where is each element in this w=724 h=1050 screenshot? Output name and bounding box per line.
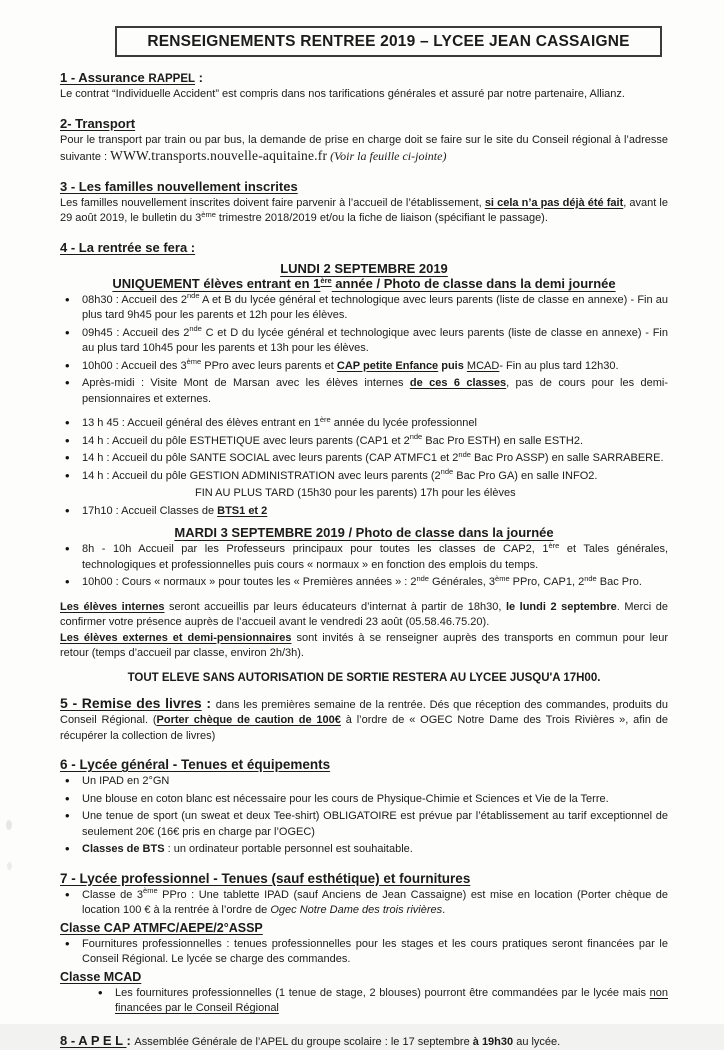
text-run: . Merci de confirmer votre présence auprès de l’accueil avant le vendredi 23 août (05.58.46.75.20).	[60, 601, 668, 629]
monday-subheading	[60, 276, 668, 291]
text-run: PPro avec leurs parents et	[201, 360, 337, 372]
tuesday-heading	[60, 525, 668, 540]
section-3-heading	[60, 179, 668, 194]
text-run: Après-midi : Visite Mont de Marsan avec les élèves internes	[82, 377, 410, 389]
superscript: nde	[189, 324, 202, 333]
class-mcad-subheading	[60, 970, 668, 984]
text-run: Classe de 3	[82, 889, 143, 901]
text-run: 08h30 : Accueil des 2	[82, 294, 187, 306]
text-run: 14 h : Accueil du pôle ESTHETIQUE avec leurs parents (CAP1 et 2	[82, 435, 410, 447]
list-item	[60, 359, 668, 375]
fin-au-plus-tard-line: FIN AU PLUS TARD (15h30 pour les parents) 17h pour les élèves	[195, 486, 668, 502]
emphasis-run: CAP petite Enfance	[337, 360, 438, 372]
text-run: Fournitures professionnelles : tenues professionnelles pour les stages et les cours pratiques seront financées par le Conseil Régional. Le lycée se charge des commandes.	[82, 938, 668, 966]
emphasis-run: Les élèves internes	[60, 601, 164, 613]
text-run: Bac Pro GA) en salle INFO2.	[453, 470, 597, 482]
text-run: Les fournitures professionnelles (1 tenue de stage, 2 blouses) pourront être commandées par le lycée mais	[115, 987, 650, 999]
text-run: année / Photo de classe dans la demi journée	[332, 276, 616, 291]
text-run: 13 h 45 : Accueil général des élèves entrant en 1	[82, 417, 320, 429]
text-run: Pour le transport par train ou par bus, la demande de prise en charge doit se faire sur le site du Conseil régional à l’adresse suivante :	[60, 134, 668, 164]
heading-text: Classe CAP ATMFC/AEPE/2°ASSP	[60, 921, 263, 935]
emphasis-run: Porter chèque de caution de 100€	[157, 714, 341, 726]
text-run: Une blouse en coton blanc est nécessaire pour les cours de Physique-Chimie et Sciences et Vie de la Terre.	[82, 793, 609, 805]
heading-text: LUNDI 2 SEPTEMBRE 2019	[280, 261, 448, 276]
emphasis-run: de ces 6 classes	[410, 377, 506, 389]
text-run: au lycée.	[513, 1036, 560, 1048]
heading-rappel: RAPPEL	[148, 73, 195, 85]
text-run: , pas de cours pour les demi-pensionnaires et externes.	[82, 377, 668, 405]
heading-colon: :	[126, 1033, 134, 1048]
text-run: C et D du lycée général et technologique avec leurs parents (liste de classe en annexe) - Fin au plus tard 10h45 pour les parents et 13h pour les élèves.	[82, 327, 668, 355]
text-run: Générales, 3	[429, 576, 495, 588]
superscript: ère	[320, 276, 331, 285]
transport-url: WWW.transports.nouvelle-aquitaine.fr	[110, 148, 327, 163]
emphasis-run: Les élèves externes et demi-pensionnaires	[60, 632, 291, 644]
tuesday-list	[60, 542, 668, 591]
text-run: Un IPAD en 2°GN	[82, 775, 169, 787]
heading-text: Classe MCAD	[60, 970, 141, 984]
text-run: 14 h : Accueil du pôle SANTE SOCIAL avec leurs parents (CAP ATMFC1 et 2	[82, 452, 458, 464]
bold-run: à 19h30	[473, 1036, 513, 1048]
text-run: Bac Pro ESTH) en salle ESTH2.	[422, 435, 583, 447]
document-title-box	[115, 26, 662, 57]
list-item	[60, 469, 668, 485]
heading-text: 4 - La rentrée se fera :	[60, 240, 195, 255]
superscript: ème	[143, 886, 158, 895]
section-1-body: Le contrat “Individuelle Accident” est compris dans nos tarifications générales et assuré par notre partenaire, Allianz.	[60, 87, 668, 103]
superscript: ème	[201, 210, 216, 219]
bold-run: Classes de BTS	[82, 843, 165, 855]
superscript: ème	[187, 357, 202, 366]
section-7-list-1	[60, 888, 668, 919]
text-run: et Tales générales, technologiques et professionnelles puis cours « normaux » en fonction des emplois du temps.	[82, 543, 668, 571]
underline-run: non financées par le Conseil Régional	[115, 987, 668, 1015]
attachment-note: (Voir la feuille ci-jointe)	[327, 149, 446, 163]
superscript: nde	[416, 574, 429, 583]
section-3-body	[60, 196, 668, 227]
boarders-paragraph	[60, 600, 668, 631]
text-run: Bac Pro.	[597, 576, 642, 588]
text-run: - Fin au plus tard 12h30.	[499, 360, 618, 372]
monday-afternoon-list	[60, 416, 668, 484]
superscript: nde	[410, 432, 423, 441]
emphasis-run: si cela n’a pas déjà été fait	[485, 197, 623, 209]
list-item	[60, 326, 668, 357]
list-item	[60, 937, 668, 968]
section-7-list-2	[60, 937, 668, 968]
list-item	[60, 888, 668, 919]
day-students-paragraph	[60, 631, 668, 662]
section-7-list-3	[60, 986, 668, 1017]
text-run: Assemblée Générale de l’APEL du groupe scolaire : le 17 septembre	[134, 1036, 472, 1048]
text-run: seront accueillis par leurs éducateurs d’internat à partir de 18h30,	[164, 601, 506, 613]
underline-run: MCAD	[467, 360, 499, 372]
section-4-heading	[60, 240, 668, 255]
list-item	[60, 451, 668, 467]
document-title: RENSEIGNEMENTS RENTREE 2019 – LYCEE JEAN CASSAIGNE	[147, 33, 629, 50]
monday-evening-list	[60, 504, 668, 520]
text-run: 17h10 : Accueil Classes de	[82, 505, 217, 517]
text-run: trimestre 2018/2019 et/ou la fiche de liaison (spécifiant le passage).	[216, 212, 548, 224]
text-run: UNIQUEMENT élèves entrant en 1	[112, 276, 320, 291]
monday-morning-list	[60, 293, 668, 408]
list-item	[60, 842, 668, 858]
text-run: 8h - 10h Accueil par les Professeurs principaux pour toutes les classes de CAP2, 1	[82, 543, 548, 555]
superscript: nde	[187, 291, 200, 300]
heading-text: 7 - Lycée professionnel - Tenues (sauf esthétique) et fournitures	[60, 871, 470, 886]
text-run: Une tenue de sport (un sweat et deux Tee-shirt) OBLIGATOIRE est prévue par l’établissement au tarif exceptionnel de seulement 20€ (16€ pris en charge par l’OGEC)	[82, 810, 668, 838]
section-1-heading	[60, 70, 668, 85]
italic-run: Ogec Notre Dame des trois rivières	[270, 904, 442, 916]
list-item	[60, 293, 668, 324]
text-run: Les familles nouvellement inscrites doivent faire parvenir à l’accueil de l’établissement,	[60, 197, 485, 209]
list-item	[60, 792, 668, 808]
section-8-paragraph	[60, 1033, 668, 1050]
text-run: PPro, CAP1, 2	[510, 576, 585, 588]
list-item	[60, 416, 668, 432]
text-run: Bac Pro ASSP) en salle SARRABERE.	[471, 452, 664, 464]
list-item	[60, 542, 668, 573]
text-run: : un ordinateur portable personnel est souhaitable.	[165, 843, 413, 855]
text-run: .	[442, 904, 445, 916]
section-2-heading	[60, 116, 668, 131]
monday-heading	[60, 261, 668, 276]
emphasis-run: BTS1 et 2	[217, 505, 267, 517]
text-run: 10h00 : Accueil des 3	[82, 360, 187, 372]
superscript: ème	[495, 574, 510, 583]
text-run: 09h45 : Accueil des 2	[82, 327, 189, 339]
heading-text: 3 - Les familles nouvellement inscrites	[60, 179, 298, 194]
bold-run: le lundi 2 septembre	[506, 601, 617, 613]
heading-colon: :	[202, 695, 216, 711]
superscript: ère	[548, 541, 559, 550]
text-run: , avant le 29 août 2019, le bulletin du 3	[60, 197, 668, 225]
text-run: dans les premières semaine de la rentrée. Dés que réception des commandes, produits du Conseil Régional. (	[60, 699, 668, 727]
exit-authorization-notice: TOUT ELEVE SANS AUTORISATION DE SORTIE RESTERA AU LYCEE JUSQU'A 17H00.	[60, 672, 668, 684]
text-run: A et B du lycée général et technologique avec leurs parents (liste de classe en annexe) - Fin au plus tard 9h45 pour les parents et 12h pour les élèves.	[82, 294, 668, 322]
list-item	[60, 986, 668, 1017]
superscript: nde	[458, 450, 471, 459]
text-run: année du lycée professionnel	[331, 417, 477, 429]
section-6-heading	[60, 757, 668, 772]
list-item	[60, 376, 668, 407]
section-8-heading: 8 - A P E L	[60, 1033, 126, 1048]
text-run: à l’ordre de « OGEC Notre Dame des Trois Rivières », afin de récupérer la collection de livres)	[60, 714, 668, 742]
list-item	[60, 774, 668, 790]
heading-text: 6 - Lycée général - Tenues et équipements	[60, 757, 330, 772]
superscript: nde	[441, 467, 454, 476]
heading-colon: :	[195, 70, 203, 85]
heading-text: 2- Transport	[60, 116, 135, 131]
section-6-list	[60, 774, 668, 858]
text-run: PPro : Une tablette IPAD (sauf Anciens de Jean Cassaigne) est mise en location (Porter chèque de location 100 € à la rentrée à l’ordre de	[82, 889, 668, 917]
superscript: nde	[584, 574, 597, 583]
section-5-heading: 5 - Remise des livres	[60, 695, 202, 711]
text-run: 14 h : Accueil du pôle GESTION ADMINISTRATION avec leurs parents (2	[82, 470, 441, 482]
heading-text: MARDI 3 SEPTEMBRE 2019 / Photo de classe dans la journée	[174, 525, 553, 540]
section-7-heading	[60, 871, 668, 886]
text-run: sont invités à se renseigner auprès des transports en commun pour leur retour (temps d’accueil par classe, environ 2h/3h).	[60, 632, 668, 660]
class-cap-subheading	[60, 921, 668, 935]
section-5-paragraph	[60, 696, 668, 745]
superscript: ère	[320, 415, 331, 424]
list-item	[60, 434, 668, 450]
bold-run: puis	[438, 360, 467, 372]
list-item	[60, 575, 668, 591]
heading-text: 1 - Assurance	[60, 70, 148, 85]
section-2-body	[60, 133, 668, 166]
text-run: 10h00 : Cours « normaux » pour toutes les « Premières années » : 2	[82, 576, 416, 588]
list-item	[60, 809, 668, 840]
list-item	[60, 504, 668, 520]
